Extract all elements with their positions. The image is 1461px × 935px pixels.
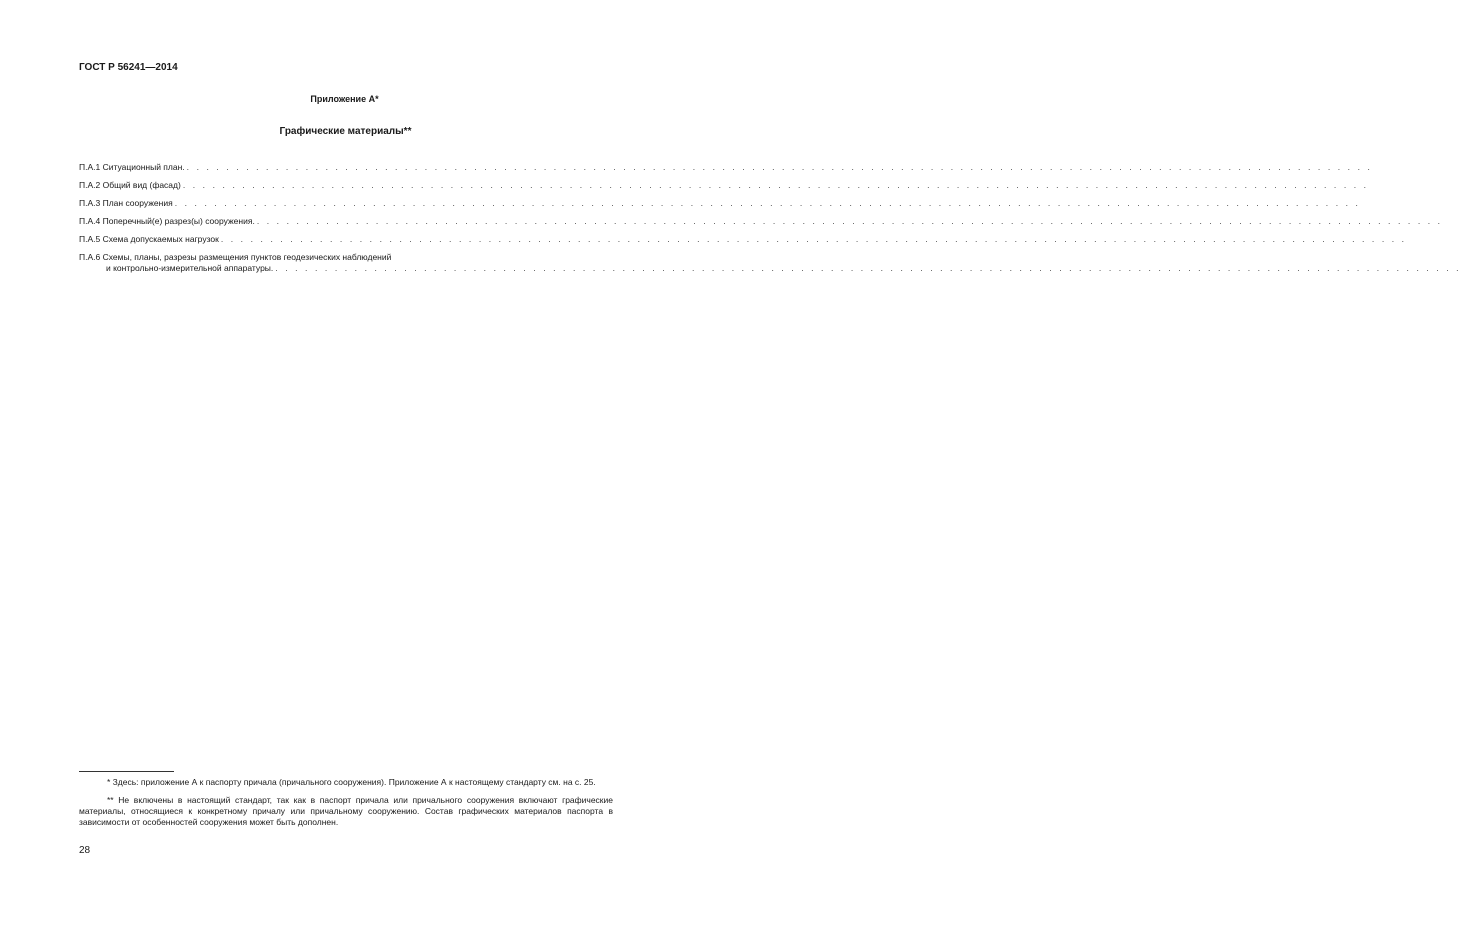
footnote-separator: [79, 771, 174, 772]
toc-item-2[interactable]: [79, 180, 1369, 191]
toc-item-label: П.А.6 Схемы, планы, разрезы размещения пунктов геодезических наблюдений: [79, 252, 392, 262]
footnote-1: * Здесь: приложение А к паспорту причала (причального сооружения). Приложение А к настоящему стандарту см. на с. 25.: [107, 777, 596, 787]
toc-item-label-continued: и контрольно-измерительной аппаратуры.: [106, 263, 274, 273]
toc-leader-dots: . . . . . . . . . . . . . . . . . . . . . . . . . . . . . . . . . . . . . . . . . . . . . . . . . . . . . . . . . . . . . . . . . . . . . . . . . . . . . . . . . . . . . . . . . . . . . . . . . . . . . . . . . . . . . . . . . . . . . . . .: [182, 180, 1369, 190]
toc-item-1[interactable]: [79, 162, 1373, 173]
toc-item-label: П.А.2 Общий вид (фасад): [79, 180, 181, 190]
toc-leader-dots: . . . . . . . . . . . . . . . . . . . . . . . . . . . . . . . . . . . . . . . . . . . . . . . . . . . . . . . . . . . . . . . . . . . . . . . . . . . . . . . . . . . . . . . . . . . . . . . . . . . . . . . . . . . . . . . . . . . . . . . .: [174, 198, 1361, 208]
toc-item-4[interactable]: [79, 216, 1443, 227]
toc-item-label: П.А.5 Схема допускаемых нагрузок: [79, 234, 219, 244]
toc-item-label: П.А.1 Ситуационный план.: [79, 162, 185, 172]
annex-title: Приложение А*: [310, 94, 379, 104]
toc-leader-dots: . . . . . . . . . . . . . . . . . . . . . . . . . . . . . . . . . . . . . . . . . . . . . . . . . . . . . . . . . . . . . . . . . . . . . . . . . . . . . . . . . . . . . . . . . . . . . . . . . . . . . . . . . . . . . . . . . . . . . . . .: [275, 263, 1461, 273]
toc-item-5[interactable]: [79, 234, 1407, 245]
table-of-contents: [79, 162, 1461, 281]
toc-leader-dots: . . . . . . . . . . . . . . . . . . . . . . . . . . . . . . . . . . . . . . . . . . . . . . . . . . . . . . . . . . . . . . . . . . . . . . . . . . . . . . . . . . . . . . . . . . . . . . . . . . . . . . . . . . . . . . . . . . . . . . . .: [220, 234, 1407, 244]
page-number: 28: [79, 845, 91, 856]
toc-item-continuation: [79, 263, 1461, 274]
section-heading: Графические материалы**: [279, 126, 412, 137]
toc-item-3[interactable]: [79, 198, 1361, 209]
standard-header: ГОСТ Р 56241—2014: [79, 62, 178, 73]
toc-leader-dots: . . . . . . . . . . . . . . . . . . . . . . . . . . . . . . . . . . . . . . . . . . . . . . . . . . . . . . . . . . . . . . . . . . . . . . . . . . . . . . . . . . . . . . . . . . . . . . . . . . . . . . . . . . . . . . . . . . . . . . . .: [256, 216, 1443, 226]
toc-item-label: П.А.4 Поперечный(е) разрез(ы) сооружения.: [79, 216, 255, 226]
footnotes: [79, 777, 613, 835]
footnote-2: ** Не включены в настоящий стандарт, так как в паспорт причала или причального сооружения включают графические материалы, относящиеся к конкретному причалу или причальному сооружению. Состав графических материалов паспорта в зависимости от особенностей сооружения может быть дополнен.: [79, 795, 613, 827]
toc-leader-dots: . . . . . . . . . . . . . . . . . . . . . . . . . . . . . . . . . . . . . . . . . . . . . . . . . . . . . . . . . . . . . . . . . . . . . . . . . . . . . . . . . . . . . . . . . . . . . . . . . . . . . . . . . . . . . . . . . . . . . . . .: [186, 162, 1373, 172]
toc-item-6[interactable]: [79, 252, 1461, 274]
toc-item-label: П.А.3 План сооружения: [79, 198, 173, 208]
